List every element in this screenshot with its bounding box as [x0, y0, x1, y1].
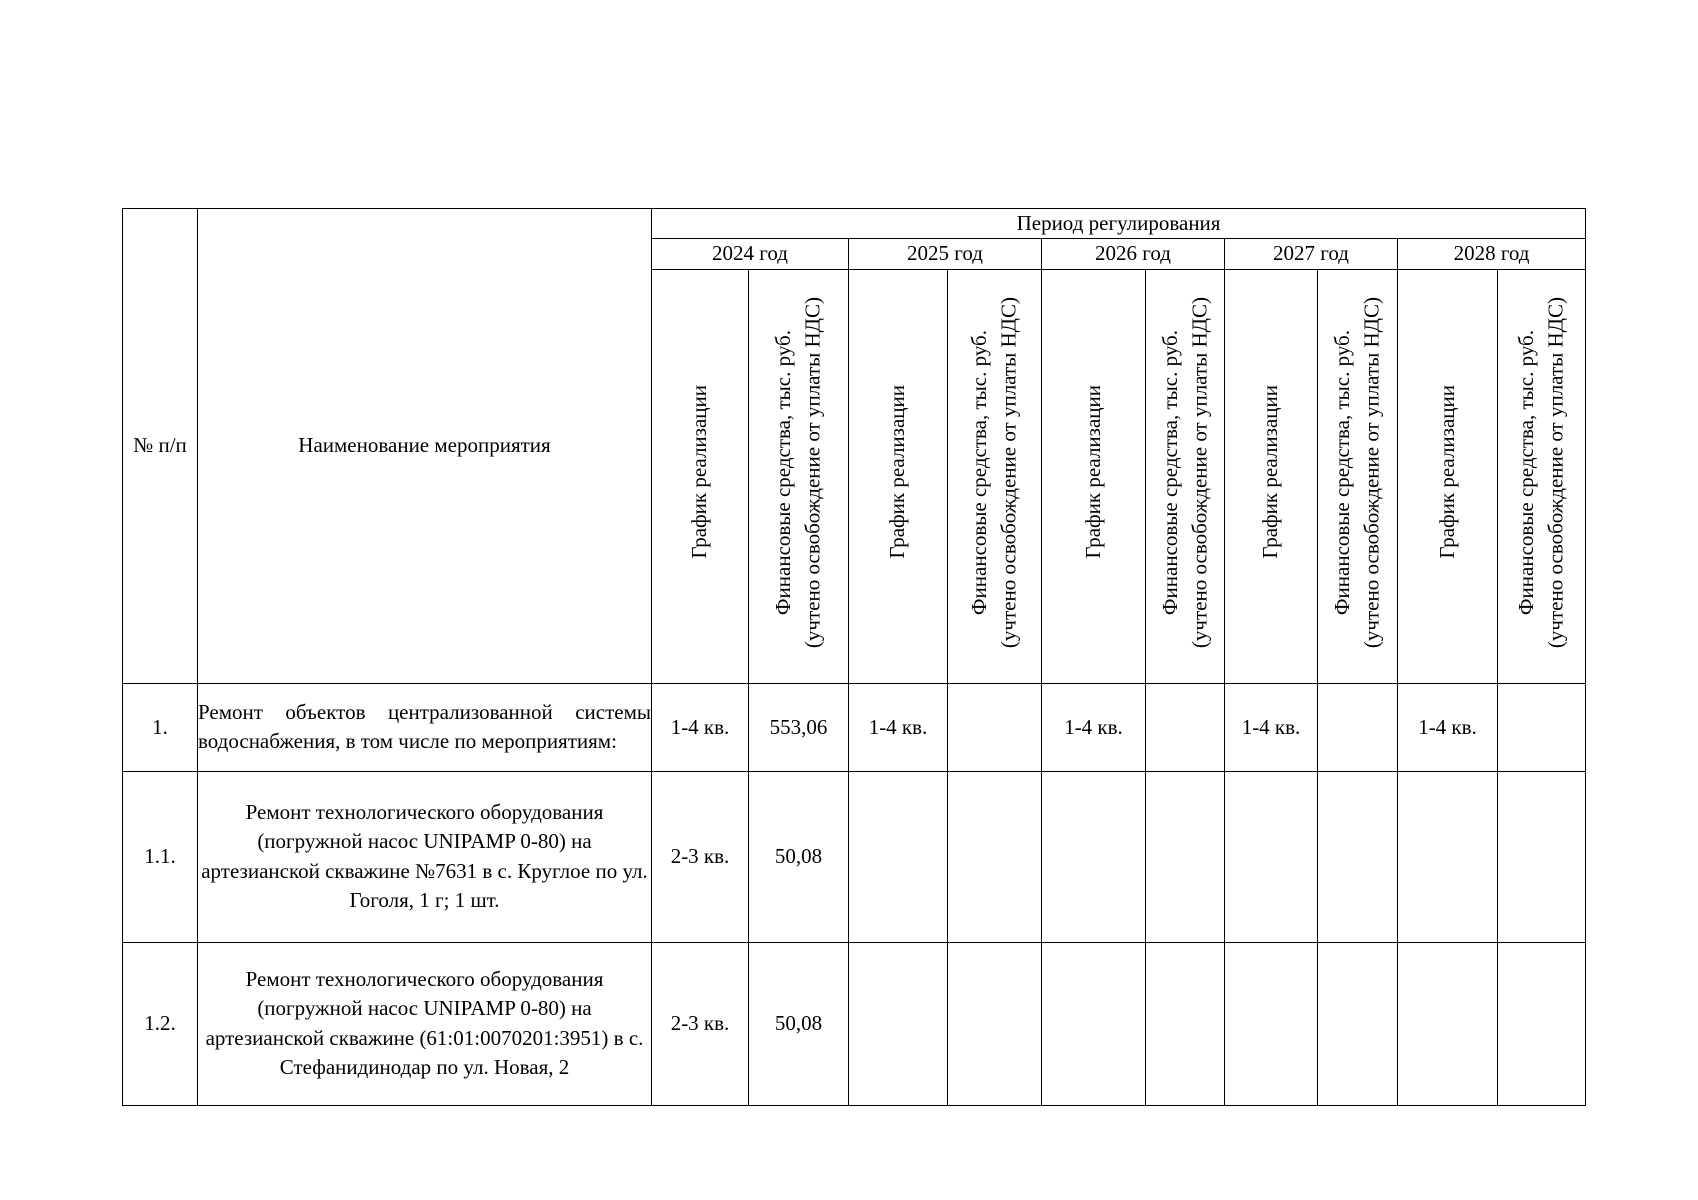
regulation-plan-table — [122, 208, 1586, 1106]
cell-finance-2026 — [1146, 942, 1225, 1105]
table-row — [123, 683, 1586, 771]
cell-schedule-2028 — [1398, 942, 1498, 1105]
schedule-header-2024: График реализации — [652, 269, 749, 683]
cell-schedule-2024: 2-3 кв. — [652, 942, 749, 1105]
cell-finance-2024: 553,06 — [749, 683, 849, 771]
cell-schedule-2026 — [1042, 942, 1146, 1105]
row-name: Ремонт технологического оборудования (погружной насос UNIPAMP 0-80) на артезианской скважине (61:01:0070201:3951) в с. Стефанидинодар по ул. Новая, 2 — [198, 942, 652, 1105]
cell-finance-2025 — [948, 942, 1042, 1105]
cell-schedule-2024: 1-4 кв. — [652, 683, 749, 771]
cell-finance-2026 — [1146, 683, 1225, 771]
cell-finance-2025 — [948, 771, 1042, 942]
finance-header-2027: Финансовые средства, тыс. руб. (учтено освобождение от уплаты НДС) — [1318, 269, 1398, 683]
cell-finance-2028 — [1498, 683, 1586, 771]
row-name: Ремонт технологического оборудования (погружной насос UNIPAMP 0-80) на артезианской скважине №7631 в с. Круглое по ул. Гоголя, 1 г; 1 шт. — [198, 771, 652, 942]
row-num: 1. — [123, 683, 198, 771]
cell-finance-2026 — [1146, 771, 1225, 942]
table-row — [123, 771, 1586, 942]
year-2027: 2027 год — [1225, 239, 1398, 269]
cell-schedule-2027 — [1225, 942, 1318, 1105]
finance-header-2026: Финансовые средства, тыс. руб. (учтено освобождение от уплаты НДС) — [1146, 269, 1225, 683]
cell-finance-2024: 50,08 — [749, 942, 849, 1105]
cell-schedule-2027: 1-4 кв. — [1225, 683, 1318, 771]
year-2026: 2026 год — [1042, 239, 1225, 269]
cell-schedule-2026 — [1042, 771, 1146, 942]
schedule-header-2028: График реализации — [1398, 269, 1498, 683]
cell-schedule-2028: 1-4 кв. — [1398, 683, 1498, 771]
cell-finance-2027 — [1318, 771, 1398, 942]
finance-header-2028: Финансовые средства, тыс. руб. (учтено освобождение от уплаты НДС) — [1498, 269, 1586, 683]
header-num: № п/п — [123, 209, 198, 684]
cell-schedule-2027 — [1225, 771, 1318, 942]
row-num: 1.2. — [123, 942, 198, 1105]
cell-schedule-2028 — [1398, 771, 1498, 942]
cell-schedule-2025 — [849, 771, 948, 942]
year-2024: 2024 год — [652, 239, 849, 269]
year-2028: 2028 год — [1398, 239, 1586, 269]
cell-finance-2028 — [1498, 942, 1586, 1105]
cell-finance-2027 — [1318, 683, 1398, 771]
cell-finance-2028 — [1498, 771, 1586, 942]
header-period: Период регулирования — [652, 209, 1586, 239]
finance-header-2025: Финансовые средства, тыс. руб. (учтено освобождение от уплаты НДС) — [948, 269, 1042, 683]
header-name: Наименование мероприятия — [198, 209, 652, 684]
schedule-header-2027: График реализации — [1225, 269, 1318, 683]
year-2025: 2025 год — [849, 239, 1042, 269]
schedule-header-2026: График реализации — [1042, 269, 1146, 683]
cell-schedule-2025: 1-4 кв. — [849, 683, 948, 771]
row-name: Ремонт объектов централизованной системы водоснабжения, в том числе по мероприятиям: — [198, 683, 652, 771]
row-num: 1.1. — [123, 771, 198, 942]
cell-finance-2027 — [1318, 942, 1398, 1105]
schedule-header-2025: График реализации — [849, 269, 948, 683]
cell-schedule-2026: 1-4 кв. — [1042, 683, 1146, 771]
cell-schedule-2024: 2-3 кв. — [652, 771, 749, 942]
cell-finance-2024: 50,08 — [749, 771, 849, 942]
table-row — [123, 942, 1586, 1105]
cell-schedule-2025 — [849, 942, 948, 1105]
cell-finance-2025 — [948, 683, 1042, 771]
finance-header-2024: Финансовые средства, тыс. руб. (учтено освобождение от уплаты НДС) — [749, 269, 849, 683]
header-row-period — [123, 209, 1586, 239]
